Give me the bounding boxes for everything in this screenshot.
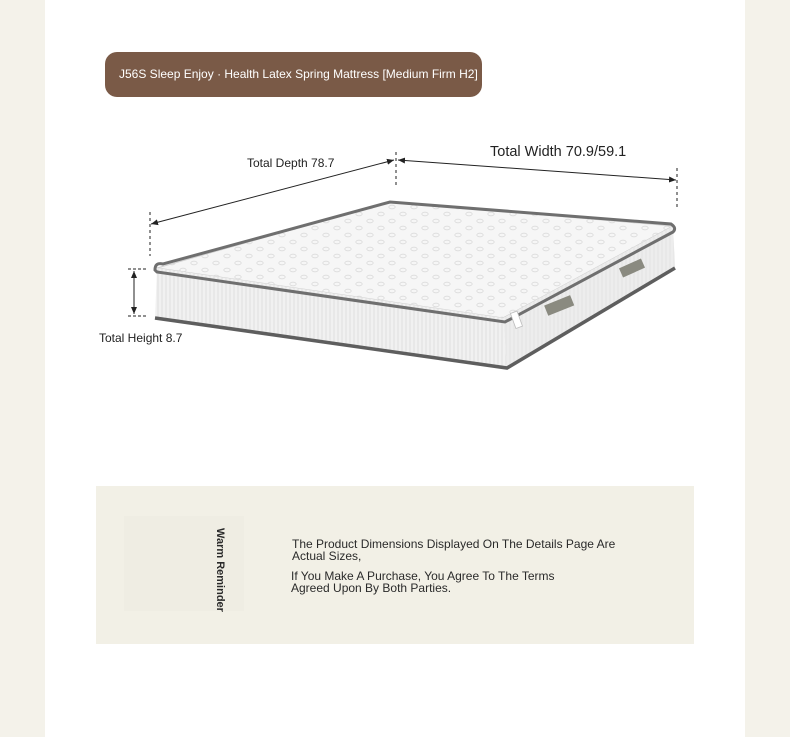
- reminder-text-line2: If You Make A Purchase, You Agree To The Terms Agreed Upon By Both Parties.: [291, 569, 555, 595]
- product-title-badge: J56S Sleep Enjoy · Health Latex Spring Mattress [Medium Firm H2]: [105, 52, 482, 97]
- mattress-image: [155, 202, 675, 368]
- reminder-side-block: [124, 516, 244, 611]
- mattress-dimension-diagram: [45, 0, 745, 420]
- product-detail-card: [45, 0, 745, 737]
- height-label: Total Height 8.7: [99, 331, 183, 345]
- width-dimension-line: [398, 160, 677, 208]
- reminder-title: Warm Reminder: [214, 528, 226, 612]
- width-label: Total Width 70.9/59.1: [490, 144, 627, 160]
- height-dimension-line: [128, 269, 148, 316]
- reminder-text-line1: The Product Dimensions Displayed On The Details Page Are Actual Sizes,: [292, 537, 616, 563]
- warm-reminder-panel: [96, 486, 694, 644]
- depth-label: Total Depth 78.7: [247, 156, 335, 170]
